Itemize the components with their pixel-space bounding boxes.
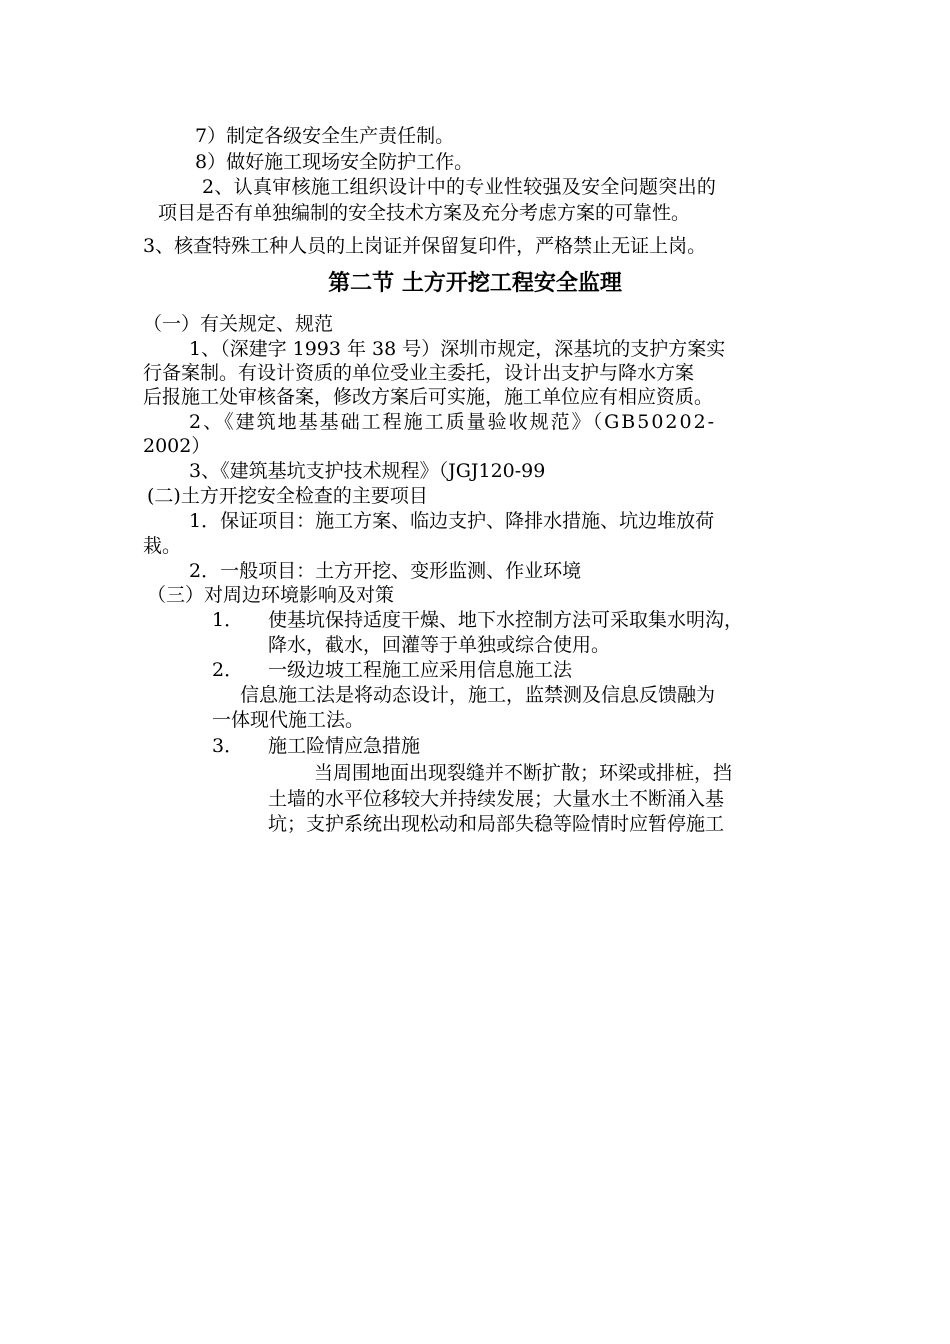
rule-1-line-2: 行备案制。有设计资质的单位受业主委托，设计出支护与降水方案	[143, 362, 695, 384]
measure-3-desc-line-1: 当周围地面出现裂缝并不断扩散；环梁或排桩，挡	[314, 762, 733, 784]
measure-1-line-1: 使基坑保持适度干燥、地下水控制方法可采取集水明沟，	[268, 609, 744, 631]
part-3-heading: （三）对周边环境影响及对策	[147, 584, 395, 606]
measure-1-number: 1．	[212, 609, 244, 631]
paragraph-3: 3、核查特殊工种人员的上岗证并保留复印件，严格禁止无证上岗。	[143, 235, 707, 257]
check-1-line-1: 1．保证项目：施工方案、临边支护、降排水措施、坑边堆放荷	[189, 510, 715, 532]
section-title: 第二节 土方开挖工程安全监理	[328, 271, 622, 296]
part-1-heading: （一）有关规定、规范	[143, 313, 334, 335]
measure-2-desc-line-2: 一体现代施工法。	[212, 709, 365, 731]
measure-2-desc-line-1: 信息施工法是将动态设计，施工，监禁测及信息反馈融为	[240, 684, 716, 706]
rule-2-line-1: 2、《建筑地基基础工程施工质量验收规范》（GB50202-	[189, 411, 717, 433]
item-7: 7）制定各级安全生产责任制。	[195, 125, 455, 147]
rule-1-line-3: 后报施工处审核备案，修改方案后可实施，施工单位应有相应资质。	[143, 386, 714, 408]
measure-3-desc-line-2: 土墙的水平位移较大并持续发展；大量水土不断涌入基	[268, 788, 725, 810]
measure-3-number: 3．	[212, 735, 244, 757]
rule-3: 3、《建筑基坑支护技术规程》（JGJ120-99	[189, 460, 546, 482]
paragraph-2-line-1: 2、认真审核施工组织设计中的专业性较强及安全问题突出的	[202, 176, 717, 198]
measure-3-title: 施工险情应急措施	[268, 735, 421, 757]
measure-3-desc-line-3: 坑；支护系统出现松动和局部失稳等险情时应暂停施工	[268, 813, 725, 835]
part-2-heading: (二)土方开挖安全检查的主要项目	[147, 485, 428, 507]
check-1-line-2: 栽。	[143, 535, 182, 557]
rule-1-line-1: 1、（深建字 1993 年 38 号）深圳市规定，深基坑的支护方案实	[189, 338, 726, 360]
item-8: 8）做好施工现场安全防护工作。	[195, 151, 474, 173]
measure-1-line-2: 降水，截水，回灌等于单独或综合使用。	[268, 634, 611, 656]
measure-2-title: 一级边坡工程施工应采用信息施工法	[268, 659, 573, 681]
measure-2-number: 2．	[212, 659, 244, 681]
rule-2-line-2: 2002）	[143, 435, 211, 457]
check-2: 2．一般项目：土方开挖、变形监测、作业环境	[189, 560, 582, 582]
paragraph-2-line-2: 项目是否有单独编制的安全技术方案及充分考虑方案的可靠性。	[158, 202, 691, 224]
